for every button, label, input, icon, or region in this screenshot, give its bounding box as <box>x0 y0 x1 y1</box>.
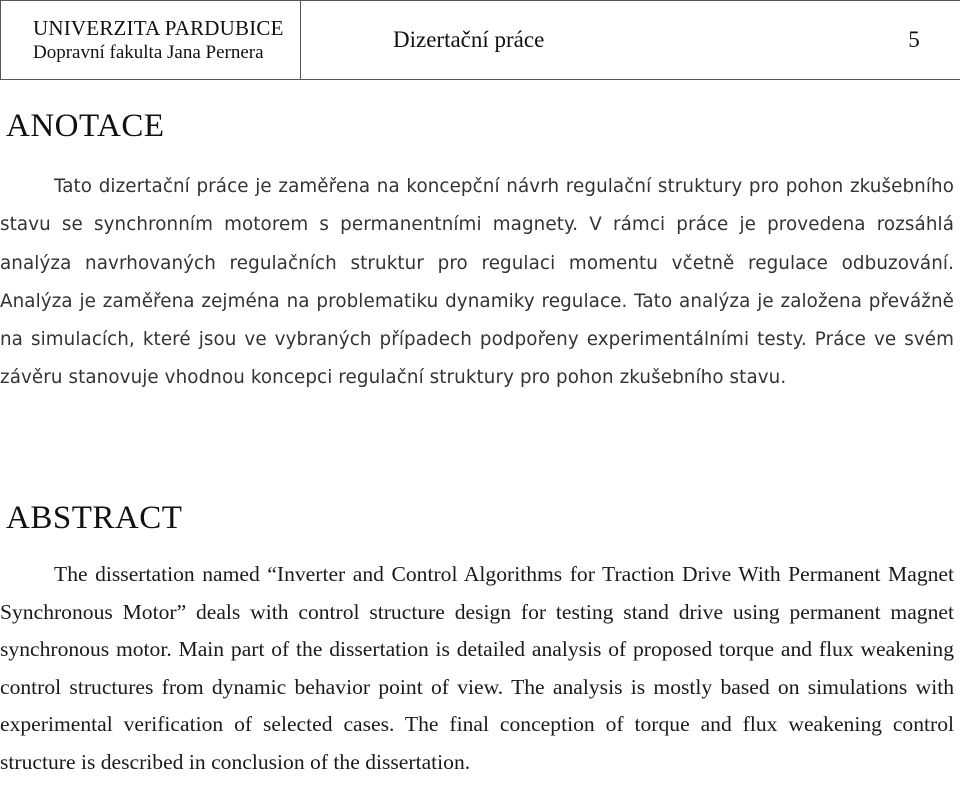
anotace-paragraph <box>0 168 954 398</box>
page-header <box>0 0 960 80</box>
anotace-text: Tato dizertační práce je zaměřena na koncepční návrh regulační struktury pro pohon zkušebního stavu se synchronním motorem s permanentními magnety. V rámci práce je provedena rozsáhlá analýza navrhovaných regulačních struktur pro regulaci momentu včetně regulace odbuzování. Analýza je zaměřena zejména na problematiku dynamiky regulace. Tato analýza je založena převážně na simulacích, které jsou ve vybraných případech podpořeny experimentálními testy. Práce ve svém závěru stanovuje vhodnou koncepci regulační struktury pro pohon zkušebního stavu. <box>0 176 954 389</box>
header-institution <box>1 1 301 79</box>
faculty-name: Dopravní fakulta Jana Pernera <box>33 42 264 63</box>
document-type: Dizertační práce <box>393 27 545 52</box>
anotace-heading: ANOTACE <box>6 108 165 144</box>
page-number: 5 <box>908 27 920 52</box>
abstract-heading: ABSTRACT <box>6 500 183 536</box>
abstract-text: The dissertation named “Inverter and Control Algorithms for Traction Drive With Permanent Magnet Synchronous Motor” deals with control structure design for testing stand drive using permanent magnet synchronous motor. Main part of the dissertation is detailed analysis of proposed torque and flux weakening control structures from dynamic behavior point of view. The analysis is mostly based on simulations with experimental verification of selected cases. The final conception of torque and flux weakening control structure is described in conclusion of the dissertation. <box>0 562 954 774</box>
university-name: UNIVERZITA PARDUBICE <box>33 16 284 40</box>
abstract-paragraph <box>0 556 954 782</box>
